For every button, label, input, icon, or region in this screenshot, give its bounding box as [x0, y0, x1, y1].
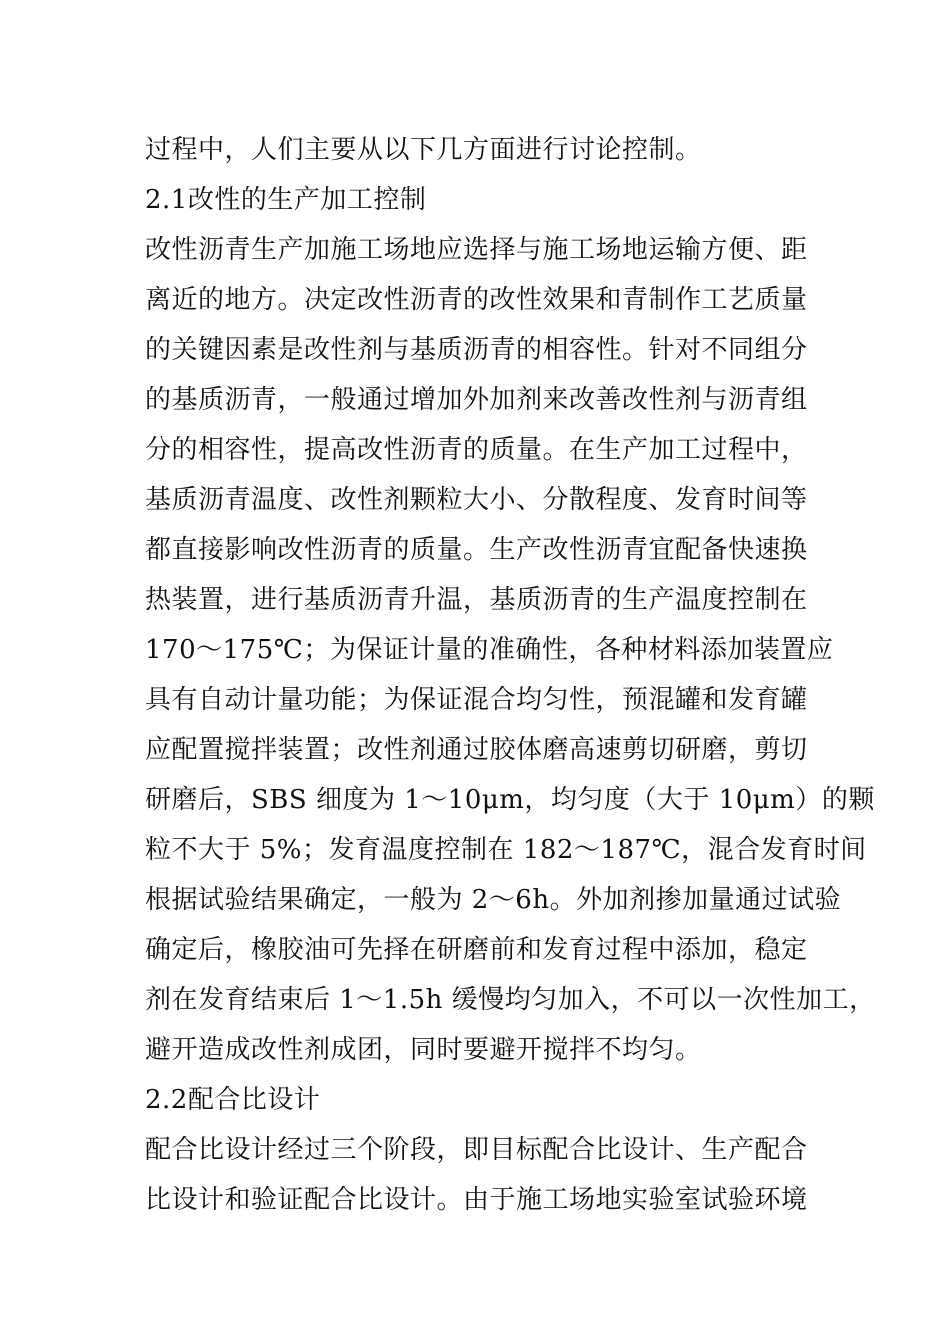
paragraph-line: 基质沥青温度、改性剂颗粒大小、分散程度、发育时间等	[145, 485, 808, 515]
paragraph-line: 离近的地方。决定改性沥青的改性效果和青制作工艺质量	[145, 285, 808, 315]
paragraph-line: 的基质沥青，一般通过增加外加剂来改善改性剂与沥青组	[145, 385, 808, 415]
section-heading: 2.1改性的生产加工控制	[145, 185, 427, 215]
paragraph-line: 应配置搅拌装置；改性剂通过胶体磨高速剪切研磨，剪切	[145, 735, 808, 765]
paragraph-line: 具有自动计量功能；为保证混合均匀性，预混罐和发育罐	[145, 685, 808, 715]
paragraph-line: 根据试验结果确定，一般为 2～6h。外加剂掺加量通过试验	[145, 885, 842, 915]
paragraph-line: 热装置，进行基质沥青升温，基质沥青的生产温度控制在	[145, 585, 808, 615]
paragraph-line: 剂在发育结束后 1～1.5h 缓慢均匀加入，不可以一次性加工，	[145, 985, 876, 1015]
paragraph-line: 比设计和验证配合比设计。由于施工场地实验室试验环境	[145, 1185, 808, 1215]
paragraph-line: 配合比设计经过三个阶段，即目标配合比设计、生产配合	[145, 1135, 808, 1165]
paragraph-line: 研磨后，SBS 细度为 1～10μm，均匀度（大于 10μm）的颗	[145, 785, 875, 815]
paragraph-line: 粒不大于 5%；发育温度控制在 182～187℃，混合发育时间	[145, 835, 867, 865]
paragraph-line: 确定后，橡胶油可先择在研磨前和发育过程中添加，稳定	[145, 935, 808, 965]
paragraph-line: 改性沥青生产加施工场地应选择与施工场地运输方便、距	[145, 235, 808, 265]
paragraph-line: 170～175℃；为保证计量的准确性，各种材料添加装置应	[145, 635, 834, 665]
section-heading: 2.2配合比设计	[145, 1085, 321, 1115]
paragraph-line: 分的相容性，提高改性沥青的质量。在生产加工过程中，	[145, 435, 808, 465]
paragraph-line: 避开造成改性剂成团，同时要避开搅拌不均匀。	[145, 1035, 702, 1065]
paragraph-line: 过程中，人们主要从以下几方面进行讨论控制。	[145, 135, 702, 165]
paragraph-line: 的关键因素是改性剂与基质沥青的相容性。针对不同组分	[145, 335, 808, 365]
paragraph-line: 都直接影响改性沥青的质量。生产改性沥青宜配备快速换	[145, 535, 808, 565]
